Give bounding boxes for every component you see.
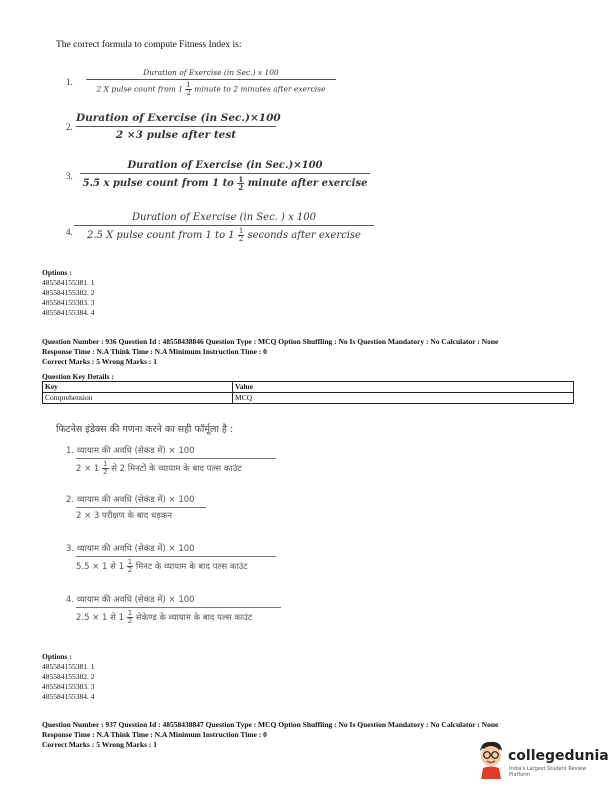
- formula-1: [86, 68, 336, 97]
- meta-line: Response Time : N.A Think Time : N.A Minimum Instruction Time : 0: [42, 347, 267, 356]
- table-row: [43, 393, 574, 404]
- formula-numerator: Duration of Exercise (in Sec. ) x 100: [131, 212, 317, 223]
- hindi-formula-3: 3. व्यायाम की अवधि (सेकंड में) × 100 5.5 × 1 से 1 $\frac{1}{2}$ मिनट के व्यायाम के बाद पल्स काउंट: [66, 543, 306, 574]
- formula-2: [76, 112, 281, 141]
- options-list: [42, 268, 95, 318]
- formula-number: 1.: [66, 77, 73, 87]
- logo-name: collegedunia: [508, 748, 609, 764]
- meta-line: Question Number : 937 Question Id : 48558438847 Question Type : MCQ Option Shuffling : No Is Question Mandatory : No Calculator : None: [42, 720, 499, 729]
- option-item: 485584155381. 1: [42, 278, 95, 287]
- meta-line: Question Number : 936 Question Id : 48558438846 Question Type : MCQ Option Shuffling : No Is Question Mandatory : No Calculator : None: [42, 337, 499, 346]
- formula-denominator: 2.5 X pulse count from 1 to 1 $\frac{1}{2}$ seconds after exercise: [87, 227, 361, 243]
- key-value-table: [42, 381, 574, 404]
- option-item: 485584155381. 1: [42, 662, 95, 671]
- options-label: Options :: [42, 268, 72, 277]
- formula-numerator: Duration of Exercise (in Sec.) x 100: [143, 68, 279, 77]
- option-item: 485584155383. 3: [42, 298, 95, 307]
- option-item: 485584155382. 2: [42, 672, 95, 681]
- table-cell-key: Comprehension: [43, 393, 233, 404]
- table-header-key: Key: [43, 382, 233, 393]
- logo-tagline: India's Largest Student Review Platform: [509, 766, 587, 778]
- table-header-value: Value: [233, 382, 574, 393]
- options-list: [42, 652, 95, 702]
- formula-numerator: Duration of Exercise (in Sec.)×100: [76, 112, 281, 124]
- formula-denominator: 2 ×3 pulse after test: [115, 129, 237, 141]
- hindi-formula-2: 2. व्यायाम की अवधि (सेकंड में) × 100 2 × 3 परीक्षण के बाद धड़कन: [66, 494, 266, 521]
- option-item: 485584155383. 3: [42, 682, 95, 691]
- table-row: [43, 382, 574, 393]
- key-details-label: Question Key Details :: [42, 372, 114, 381]
- mascot-icon: [476, 739, 506, 779]
- options-label: Options :: [42, 652, 72, 661]
- formula-denominator: 2 X pulse count from 1 $\frac{1}{2}$ minute to 2 minutes after exercise: [96, 81, 326, 97]
- option-item: 485584155384. 4: [42, 692, 95, 701]
- formula-4: [74, 212, 374, 243]
- hindi-formula-1: 1. व्यायाम की अवधि (सेकंड में) × 100 2 × 1 $\frac{1}{2}$ से 2 मिनटों के व्यायाम के बाद पल्स काउंट: [66, 445, 296, 476]
- formula-3: [80, 160, 370, 191]
- hindi-formula-4: 4. व्यायाम की अवधि (सेकंड में) × 100 2.5 × 1 से 1 $\frac{1}{2}$ सेकेण्ड के व्यायाम के बाद पल्स काउंट: [66, 594, 326, 625]
- hindi-intro: फिटनेस इंडेक्स की गणना करने का सही फॉर्मूला है :: [56, 424, 234, 435]
- meta-line: Correct Marks : 5 Wrong Marks : 1: [42, 357, 158, 366]
- formula-number: 3.: [66, 171, 73, 181]
- question-meta: [42, 337, 582, 367]
- collegedunia-logo: [476, 739, 609, 781]
- formula-denominator: 5.5 x pulse count from 1 to $\frac{1}{2}$ minute after exercise: [82, 175, 368, 192]
- question-intro: The correct formula to compute Fitness Index is:: [56, 40, 242, 50]
- table-cell-value: MCQ: [233, 393, 574, 404]
- option-item: 485584155382. 2: [42, 288, 95, 297]
- formula-number: 4.: [66, 227, 73, 237]
- formula-numerator: Duration of Exercise (in Sec.)×100: [127, 160, 323, 171]
- meta-line: Correct Marks : 5 Wrong Marks : 1: [42, 740, 158, 749]
- meta-line: Response Time : N.A Think Time : N.A Minimum Instruction Time : 0: [42, 730, 267, 739]
- formula-number: 2.: [66, 122, 73, 132]
- option-item: 485584155384. 4: [42, 308, 95, 317]
